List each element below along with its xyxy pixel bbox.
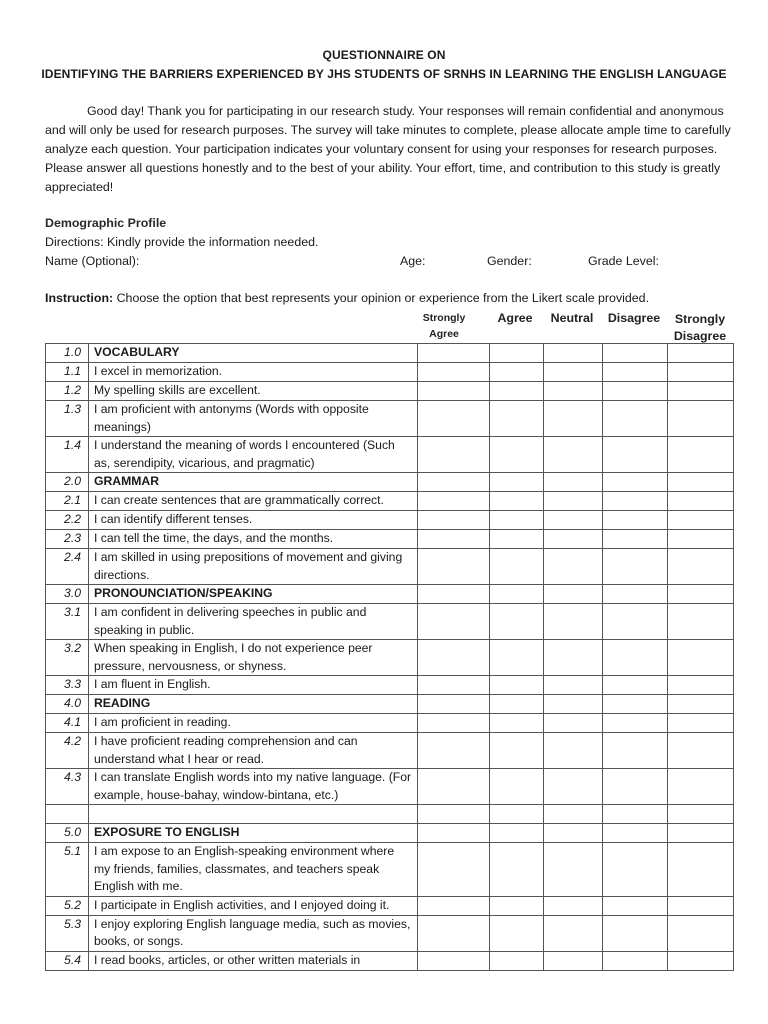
header-strongly-agree <box>418 310 470 342</box>
response-cell-strongly-disagree[interactable] <box>668 511 734 530</box>
header-strongly-agree-line2: Agree <box>429 328 459 340</box>
response-cell-strongly-disagree[interactable] <box>668 951 734 970</box>
question-row <box>46 382 734 401</box>
response-cell-neutral[interactable] <box>544 344 603 363</box>
response-cell-strongly-disagree[interactable] <box>668 843 734 897</box>
response-cell-neutral[interactable] <box>544 604 603 640</box>
response-cell-strongly-agree[interactable] <box>418 344 490 363</box>
response-cell-disagree[interactable] <box>603 437 668 473</box>
response-cell-strongly-agree[interactable] <box>418 951 490 970</box>
response-cell-strongly-agree[interactable] <box>418 549 490 585</box>
response-cell-neutral[interactable] <box>544 843 603 897</box>
response-cell-strongly-disagree[interactable] <box>668 676 734 695</box>
title-line-1: QUESTIONNAIRE ON <box>322 48 446 62</box>
item-number: 3.1 <box>46 604 89 640</box>
item-statement: I am skilled in using prepositions of movement and giving directions. <box>89 549 418 585</box>
item-statement: I excel in memorization. <box>89 363 418 382</box>
question-row <box>46 604 734 640</box>
response-cell-strongly-agree[interactable] <box>418 805 490 824</box>
response-cell-neutral[interactable] <box>544 511 603 530</box>
intro-paragraph: Good day! Thank you for participating in our research study. Your responses will remain confidential and anonymous and will only be used for research purposes. The survey will take minutes to complete, please allocate ample time to carefully analyze each question. Your participation indicates your voluntary consent for using your responses for research purposes. Please answer all questions honestly and to the best of your ability. Your effort, time, and contribution to this study is greatly appreciated! <box>45 104 731 194</box>
response-cell-neutral[interactable] <box>544 805 603 824</box>
response-cell-strongly-disagree[interactable] <box>668 549 734 585</box>
section-title: PRONOUNCIATION/SPEAKING <box>89 585 418 604</box>
response-cell-neutral[interactable] <box>544 824 603 843</box>
item-statement: My spelling skills are excellent. <box>89 382 418 401</box>
question-row <box>46 915 734 951</box>
response-cell-strongly-disagree[interactable] <box>668 585 734 604</box>
response-cell-neutral[interactable] <box>544 714 603 733</box>
response-cell-strongly-agree[interactable] <box>418 382 490 401</box>
response-cell-strongly-agree[interactable] <box>418 714 490 733</box>
response-cell-neutral[interactable] <box>544 896 603 915</box>
response-cell-strongly-agree[interactable] <box>418 769 490 805</box>
response-cell-agree[interactable] <box>490 382 544 401</box>
item-number: 5.1 <box>46 843 89 897</box>
response-cell-neutral[interactable] <box>544 492 603 511</box>
response-cell-strongly-agree[interactable] <box>418 604 490 640</box>
question-row <box>46 769 734 805</box>
section-title: EXPOSURE TO ENGLISH <box>89 824 418 843</box>
response-cell-strongly-disagree[interactable] <box>668 640 734 676</box>
item-statement: I am confident in delivering speeches in public and speaking in public. <box>89 604 418 640</box>
response-cell-disagree[interactable] <box>603 585 668 604</box>
response-cell-strongly-disagree[interactable] <box>668 695 734 714</box>
response-cell-strongly-disagree[interactable] <box>668 896 734 915</box>
response-cell-agree[interactable] <box>490 824 544 843</box>
response-cell-strongly-disagree[interactable] <box>668 473 734 492</box>
item-statement: I can create sentences that are grammatically correct. <box>89 492 418 511</box>
response-cell-neutral[interactable] <box>544 530 603 549</box>
response-cell-agree[interactable] <box>490 951 544 970</box>
response-cell-neutral[interactable] <box>544 640 603 676</box>
item-number: 3.3 <box>46 676 89 695</box>
question-row <box>46 951 734 970</box>
response-cell-agree[interactable] <box>490 843 544 897</box>
response-cell-agree[interactable] <box>490 915 544 951</box>
likert-table <box>45 343 734 971</box>
section-title: READING <box>89 695 418 714</box>
response-cell-strongly-disagree[interactable] <box>668 401 734 437</box>
response-cell-disagree[interactable] <box>603 676 668 695</box>
response-cell-strongly-agree[interactable] <box>418 437 490 473</box>
name-field-label[interactable]: Name (Optional): <box>45 254 140 268</box>
item-number: 2.0 <box>46 473 89 492</box>
response-cell-disagree[interactable] <box>603 640 668 676</box>
question-row <box>46 492 734 511</box>
response-cell-strongly-disagree[interactable] <box>668 492 734 511</box>
section-row <box>46 344 734 363</box>
item-statement: I am expose to an English-speaking environment where my friends, families, classmates, and teachers speak English with me. <box>89 843 418 897</box>
response-cell-strongly-disagree[interactable] <box>668 915 734 951</box>
response-cell-neutral[interactable] <box>544 695 603 714</box>
item-number: 3.2 <box>46 640 89 676</box>
response-cell-agree[interactable] <box>490 714 544 733</box>
response-cell-strongly-disagree[interactable] <box>668 363 734 382</box>
response-cell-disagree[interactable] <box>603 530 668 549</box>
age-field-label[interactable]: Age: <box>400 254 426 268</box>
question-row <box>46 805 734 824</box>
response-cell-disagree[interactable] <box>603 363 668 382</box>
response-cell-strongly-disagree[interactable] <box>668 437 734 473</box>
question-row <box>46 401 734 437</box>
response-cell-neutral[interactable] <box>544 915 603 951</box>
response-cell-neutral[interactable] <box>544 951 603 970</box>
response-cell-neutral[interactable] <box>544 473 603 492</box>
response-cell-strongly-agree[interactable] <box>418 585 490 604</box>
response-cell-strongly-agree[interactable] <box>418 492 490 511</box>
section-row <box>46 585 734 604</box>
item-statement: I read books, articles, or other written materials in <box>89 951 418 970</box>
response-cell-strongly-disagree[interactable] <box>668 344 734 363</box>
demographic-heading: Demographic Profile <box>45 216 167 230</box>
header-strongly-disagree-line1: Strongly <box>674 312 726 326</box>
response-cell-neutral[interactable] <box>544 676 603 695</box>
response-cell-disagree[interactable] <box>603 805 668 824</box>
response-cell-agree[interactable] <box>490 549 544 585</box>
item-number: 1.1 <box>46 363 89 382</box>
header-strongly-disagree-line2: Disagree <box>673 329 727 343</box>
response-cell-strongly-agree[interactable] <box>418 915 490 951</box>
response-cell-disagree[interactable] <box>603 824 668 843</box>
item-statement: I am fluent in English. <box>89 676 418 695</box>
item-statement: When speaking in English, I do not experience peer pressure, nervousness, or shyness. <box>89 640 418 676</box>
response-cell-neutral[interactable] <box>544 401 603 437</box>
section-row <box>46 824 734 843</box>
response-cell-strongly-disagree[interactable] <box>668 382 734 401</box>
item-number: 5.2 <box>46 896 89 915</box>
response-cell-strongly-agree[interactable] <box>418 824 490 843</box>
response-cell-agree[interactable] <box>490 473 544 492</box>
demographic-directions: Directions: Kindly provide the information needed. <box>45 235 319 249</box>
response-cell-neutral[interactable] <box>544 382 603 401</box>
response-cell-neutral[interactable] <box>544 363 603 382</box>
response-cell-agree[interactable] <box>490 733 544 769</box>
item-statement: I can tell the time, the days, and the months. <box>89 530 418 549</box>
response-cell-agree[interactable] <box>490 492 544 511</box>
response-cell-disagree[interactable] <box>603 401 668 437</box>
response-cell-strongly-agree[interactable] <box>418 896 490 915</box>
item-number: 4.1 <box>46 714 89 733</box>
response-cell-agree[interactable] <box>490 695 544 714</box>
item-number: 3.0 <box>46 585 89 604</box>
item-number: 5.4 <box>46 951 89 970</box>
title-line-2: IDENTIFYING THE BARRIERS EXPERIENCED BY JHS STUDENTS OF SRNHS IN LEARNING THE ENGLISH LANGUAGE <box>41 67 727 81</box>
response-cell-disagree[interactable] <box>603 492 668 511</box>
response-cell-strongly-agree[interactable] <box>418 843 490 897</box>
item-number: 1.4 <box>46 437 89 473</box>
response-cell-neutral[interactable] <box>544 769 603 805</box>
item-statement: I am proficient with antonyms (Words with opposite meanings) <box>89 401 418 437</box>
instruction-label: Instruction: <box>45 291 114 305</box>
question-row <box>46 843 734 897</box>
item-statement: I understand the meaning of words I encountered (Such as, serendipity, vicarious, and pragmatic) <box>89 437 418 473</box>
question-row <box>46 676 734 695</box>
response-cell-agree[interactable] <box>490 585 544 604</box>
response-cell-strongly-agree[interactable] <box>418 401 490 437</box>
response-cell-neutral[interactable] <box>544 437 603 473</box>
section-title: GRAMMAR <box>89 473 418 492</box>
item-number: 2.3 <box>46 530 89 549</box>
response-cell-agree[interactable] <box>490 530 544 549</box>
question-row <box>46 549 734 585</box>
response-cell-disagree[interactable] <box>603 511 668 530</box>
response-cell-disagree[interactable] <box>603 344 668 363</box>
item-number: 1.0 <box>46 344 89 363</box>
question-row <box>46 363 734 382</box>
header-strongly-agree-line1: Strongly <box>422 312 466 324</box>
item-statement: I enjoy exploring English language media, such as movies, books, or songs. <box>89 915 418 951</box>
response-cell-disagree[interactable] <box>603 695 668 714</box>
item-statement: I can translate English words into my native language. (For example, house-bahay, window-bintana, etc.) <box>89 769 418 805</box>
item-number: 4.2 <box>46 733 89 769</box>
item-number: 1.2 <box>46 382 89 401</box>
response-cell-agree[interactable] <box>490 363 544 382</box>
response-cell-disagree[interactable] <box>603 714 668 733</box>
item-statement: I can identify different tenses. <box>89 511 418 530</box>
gender-field-label[interactable]: Gender: <box>487 254 532 268</box>
section-row <box>46 473 734 492</box>
question-row <box>46 896 734 915</box>
question-row <box>46 437 734 473</box>
section-row <box>46 695 734 714</box>
response-cell-agree[interactable] <box>490 511 544 530</box>
response-cell-strongly-disagree[interactable] <box>668 824 734 843</box>
response-cell-agree[interactable] <box>490 344 544 363</box>
response-cell-strongly-agree[interactable] <box>418 530 490 549</box>
response-cell-strongly-agree[interactable] <box>418 473 490 492</box>
response-cell-disagree[interactable] <box>603 769 668 805</box>
item-statement: I have proficient reading comprehension and can understand what I hear or read. <box>89 733 418 769</box>
response-cell-agree[interactable] <box>490 401 544 437</box>
question-row <box>46 511 734 530</box>
response-cell-disagree[interactable] <box>603 473 668 492</box>
response-cell-disagree[interactable] <box>603 896 668 915</box>
item-number: 5.0 <box>46 824 89 843</box>
response-cell-agree[interactable] <box>490 640 544 676</box>
item-number: 1.3 <box>46 401 89 437</box>
response-cell-agree[interactable] <box>490 604 544 640</box>
item-number <box>46 805 89 824</box>
response-cell-agree[interactable] <box>490 896 544 915</box>
response-cell-strongly-agree[interactable] <box>418 511 490 530</box>
item-number: 2.1 <box>46 492 89 511</box>
response-cell-agree[interactable] <box>490 437 544 473</box>
response-cell-neutral[interactable] <box>544 549 603 585</box>
response-cell-disagree[interactable] <box>603 915 668 951</box>
response-cell-strongly-disagree[interactable] <box>668 530 734 549</box>
header-agree: Agree <box>497 311 533 325</box>
response-cell-agree[interactable] <box>490 769 544 805</box>
response-cell-disagree[interactable] <box>603 843 668 897</box>
response-cell-strongly-agree[interactable] <box>418 363 490 382</box>
instruction-text: Choose the option that best represents your opinion or experience from the Likert scale provided. <box>113 291 650 305</box>
question-row <box>46 733 734 769</box>
header-strongly-disagree <box>667 311 733 345</box>
item-number: 2.4 <box>46 549 89 585</box>
response-cell-agree[interactable] <box>490 805 544 824</box>
item-number: 5.3 <box>46 915 89 951</box>
response-cell-strongly-agree[interactable] <box>418 695 490 714</box>
response-cell-disagree[interactable] <box>603 549 668 585</box>
response-cell-disagree[interactable] <box>603 382 668 401</box>
response-cell-disagree[interactable] <box>603 951 668 970</box>
response-cell-strongly-agree[interactable] <box>418 640 490 676</box>
item-statement <box>89 805 418 824</box>
response-cell-strongly-disagree[interactable] <box>668 769 734 805</box>
response-cell-strongly-disagree[interactable] <box>668 714 734 733</box>
question-row <box>46 530 734 549</box>
response-cell-strongly-disagree[interactable] <box>668 805 734 824</box>
header-disagree: Disagree <box>607 311 661 325</box>
item-number: 2.2 <box>46 511 89 530</box>
question-row <box>46 714 734 733</box>
response-cell-neutral[interactable] <box>544 585 603 604</box>
section-title: VOCABULARY <box>89 344 418 363</box>
response-cell-disagree[interactable] <box>603 604 668 640</box>
item-statement: I am proficient in reading. <box>89 714 418 733</box>
item-number: 4.0 <box>46 695 89 714</box>
response-cell-neutral[interactable] <box>544 733 603 769</box>
response-cell-strongly-disagree[interactable] <box>668 733 734 769</box>
grade-level-field-label[interactable]: Grade Level: <box>588 254 659 268</box>
item-statement: I participate in English activities, and I enjoyed doing it. <box>89 896 418 915</box>
response-cell-strongly-disagree[interactable] <box>668 604 734 640</box>
response-cell-strongly-agree[interactable] <box>418 676 490 695</box>
response-cell-disagree[interactable] <box>603 733 668 769</box>
question-row <box>46 640 734 676</box>
response-cell-strongly-agree[interactable] <box>418 733 490 769</box>
header-neutral: Neutral <box>550 311 594 325</box>
response-cell-agree[interactable] <box>490 676 544 695</box>
instruction <box>45 291 649 305</box>
item-number: 4.3 <box>46 769 89 805</box>
